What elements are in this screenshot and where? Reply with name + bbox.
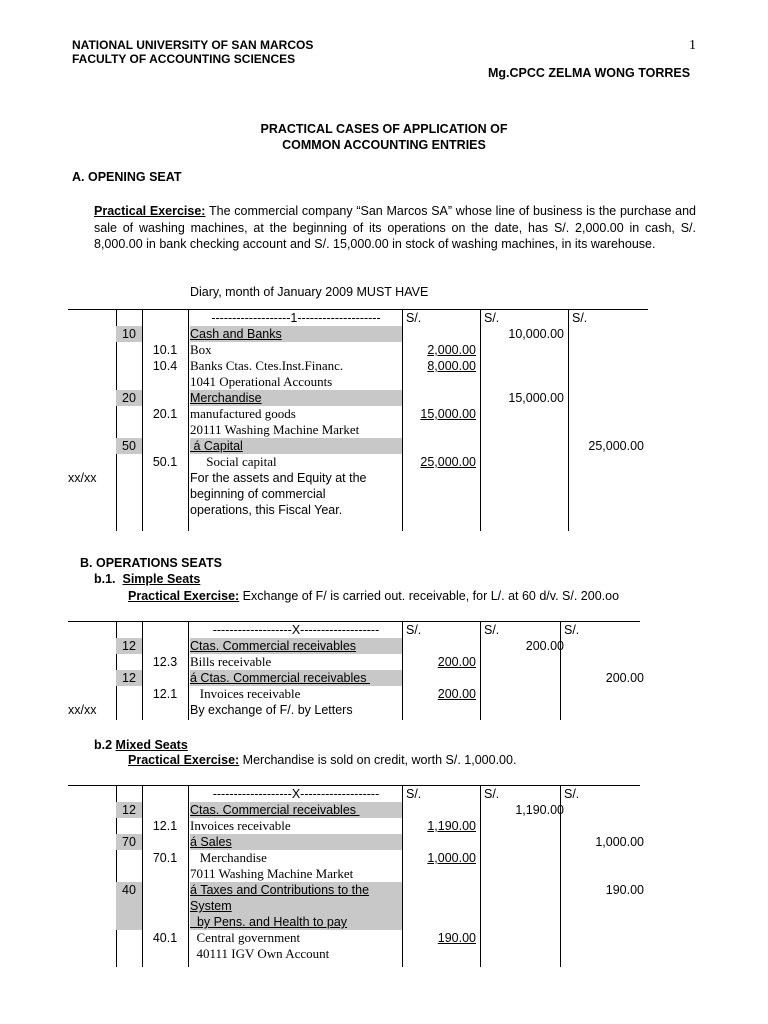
subaccount-code: 20.1 [152, 407, 178, 421]
account-description: beginning of commercial [190, 487, 326, 501]
account-description: Merchandise [190, 390, 402, 406]
entry-date [68, 486, 116, 502]
ledger-row [68, 438, 648, 454]
ledger-row [68, 898, 640, 914]
account-description: manufactured goods [190, 406, 296, 421]
subaccount-code [142, 866, 188, 882]
doc-title-line2: COMMON ACCOUNTING ENTRIES [282, 138, 486, 152]
account-description: Cash and Banks [190, 326, 402, 342]
debit-amount [480, 670, 564, 686]
account-description: 7011 Washing Machine Market [190, 866, 354, 881]
partial-amount [402, 502, 476, 518]
subaccount-code: 40.1 [152, 931, 178, 945]
credit-amount [568, 326, 644, 342]
entry-date [68, 438, 116, 454]
b2-exercise [128, 753, 516, 767]
debit-amount [480, 654, 564, 670]
partial-amount [402, 638, 476, 654]
ledger-header-row [68, 310, 648, 326]
credit-amount [568, 702, 644, 718]
partial-amount [402, 802, 476, 818]
credit-amount [568, 686, 644, 702]
partial-amount [402, 374, 476, 390]
debit-amount [480, 486, 564, 502]
exercise-label: Practical Exercise: [94, 204, 206, 218]
account-code: 20 [116, 390, 142, 406]
section-a-exercise [94, 203, 696, 253]
ledger-row [68, 834, 644, 850]
account-description: operations, this Fiscal Year. [190, 503, 343, 517]
credit-amount [568, 946, 644, 962]
account-description: á Ctas. Commercial receivables [190, 670, 402, 686]
mixed-seat-ledger [68, 785, 644, 967]
entry-date [68, 914, 116, 930]
debit-amount [480, 342, 564, 358]
author-name: Mg.CPCC ZELMA WONG TORRES [488, 66, 691, 80]
exercise-text: Exchange of F/ is carried out. receivable, for L/. at 60 d/v. S/. 200.oo [239, 589, 620, 603]
account-description: Merchandise [190, 850, 267, 865]
ledger-row [68, 930, 640, 946]
ledger-row [68, 686, 640, 702]
subaccount-code [142, 914, 188, 930]
ledger-row [68, 422, 648, 438]
entry-date [68, 638, 116, 654]
account-code [116, 946, 142, 962]
subaccount-code: 10.1 [152, 343, 178, 357]
subaccount-code [142, 502, 188, 518]
subaccount-code [142, 834, 188, 850]
debit-amount [480, 946, 564, 962]
ledger-header-col3: S/. [564, 787, 580, 801]
account-description: Box [190, 342, 212, 357]
section-a-heading: A. OPENING SEAT [72, 170, 182, 184]
account-description: By exchange of F/. by Letters [190, 703, 353, 717]
subaccount-code [142, 486, 188, 502]
subaccount-code [142, 390, 188, 406]
ledger-row [68, 670, 644, 686]
debit-amount [480, 502, 564, 518]
debit-amount [480, 374, 564, 390]
partial-amount [402, 422, 476, 438]
account-description: Social capital [190, 454, 277, 469]
entry-date [68, 866, 116, 882]
debit-amount: 200.00 [525, 639, 564, 653]
entry-date [68, 454, 116, 470]
partial-amount: 25,000.00 [420, 455, 476, 469]
b1-heading [94, 572, 200, 586]
partial-amount [402, 470, 476, 486]
debit-amount: 10,000.00 [508, 327, 564, 341]
ledger-row [68, 406, 648, 422]
ledger-header-desc: -------------------X------------------- [212, 787, 380, 801]
entry-date [68, 406, 116, 422]
subaccount-code: 12.3 [152, 655, 178, 669]
account-code [116, 486, 142, 502]
entry-date [68, 850, 116, 866]
subaccount-code [142, 898, 188, 914]
account-code [116, 818, 142, 834]
account-description: by Pens. and Health to pay [190, 914, 402, 930]
ledger-row [68, 486, 648, 502]
ledger-row [68, 470, 648, 486]
entry-date [68, 818, 116, 834]
debit-amount [480, 834, 564, 850]
b1-heading-title: Simple Seats [122, 572, 201, 586]
credit-amount [568, 654, 644, 670]
account-code [116, 470, 142, 486]
entry-date: xx/xx [68, 703, 97, 717]
partial-amount: 200.00 [437, 655, 476, 669]
account-description: Invoices receivable [190, 818, 291, 833]
subaccount-code: 50.1 [152, 455, 178, 469]
ledger-header-col1: S/. [406, 311, 422, 325]
faculty-name: FACULTY OF ACCOUNTING SCIENCES [72, 52, 296, 66]
account-description: Ctas. Commercial receivables [190, 638, 402, 654]
ledger-row [68, 702, 640, 718]
ledger-row [68, 374, 648, 390]
ledger-row [68, 502, 648, 518]
subaccount-code: 10.4 [152, 359, 178, 373]
credit-amount: 1,000.00 [595, 835, 644, 849]
b2-heading [94, 738, 188, 752]
b1-exercise [128, 589, 619, 603]
entry-date [68, 670, 116, 686]
ledger-header-row [68, 622, 640, 638]
account-code [116, 914, 142, 930]
account-code: 12 [116, 638, 142, 654]
ledger-row [68, 638, 640, 654]
b1-heading-num: b.1. [94, 572, 116, 586]
exercise-text: Merchandise is sold on credit, worth S/. 1,000.00. [239, 753, 517, 767]
subaccount-code [142, 670, 188, 686]
entry-date [68, 834, 116, 850]
debit-amount [480, 438, 564, 454]
ledger-row [68, 882, 644, 898]
subaccount-code [142, 802, 188, 818]
account-code [116, 898, 142, 914]
debit-amount [480, 866, 564, 882]
simple-seat-ledger [68, 621, 644, 720]
partial-amount [402, 326, 476, 342]
account-code [116, 358, 142, 374]
exercise-text: The commercial company “San Marcos SA” whose line of business is the purchase and sale of washing machines, at the beginning of its operations on the date, has S/. 2,000.00 in cash, S/. 8,000.00 in bank checking account and S/. 15,000.00 in stock of washing machines, in its warehouse. [94, 204, 696, 251]
debit-amount [480, 702, 564, 718]
account-description: 20111 Washing Machine Market [190, 422, 360, 437]
entry-date [68, 654, 116, 670]
entry-date: xx/xx [68, 471, 97, 485]
account-code [116, 454, 142, 470]
credit-amount [568, 486, 644, 502]
account-code: 10 [116, 326, 142, 342]
entry-date [68, 358, 116, 374]
partial-amount [402, 898, 476, 914]
subaccount-code: 70.1 [152, 851, 178, 865]
ledger-row [68, 654, 640, 670]
credit-amount [568, 898, 644, 914]
debit-amount [480, 358, 564, 374]
exercise-label: Practical Exercise: [128, 589, 240, 603]
entry-date [68, 930, 116, 946]
subaccount-code [142, 702, 188, 718]
account-code: 40 [116, 882, 142, 898]
credit-amount [568, 914, 644, 930]
debit-amount [480, 930, 564, 946]
subaccount-code [142, 470, 188, 486]
debit-amount [480, 454, 564, 470]
partial-amount [402, 390, 476, 406]
partial-amount [402, 670, 476, 686]
credit-amount: 200.00 [605, 671, 644, 685]
partial-amount [402, 866, 476, 882]
credit-amount [568, 390, 644, 406]
ledger-row [68, 818, 640, 834]
debit-amount [480, 422, 564, 438]
b2-heading-num: b.2 [94, 738, 113, 752]
account-description: á Sales [190, 834, 402, 850]
credit-amount [568, 342, 644, 358]
account-description: System [190, 898, 402, 914]
credit-amount [568, 374, 644, 390]
credit-amount [568, 454, 644, 470]
b2-heading-title: Mixed Seats [115, 738, 188, 752]
credit-amount [568, 818, 644, 834]
credit-amount: 25,000.00 [588, 439, 644, 453]
entry-date [68, 342, 116, 358]
ledger-row [68, 342, 648, 358]
ledger-header-col2: S/. [484, 787, 500, 801]
account-code [116, 686, 142, 702]
page-number: 1 [689, 38, 696, 53]
credit-amount [568, 502, 644, 518]
debit-amount [480, 882, 564, 898]
doc-title-line1: PRACTICAL CASES OF APPLICATION OF [260, 122, 508, 136]
account-code [116, 502, 142, 518]
entry-date [68, 802, 116, 818]
ledger-row [68, 326, 648, 342]
account-code [116, 850, 142, 866]
ledger-header-col3: S/. [564, 623, 580, 637]
section-b-heading: B. OPERATIONS SEATS [80, 556, 222, 570]
entry-date [68, 686, 116, 702]
credit-amount [568, 930, 644, 946]
partial-amount: 15,000.00 [420, 407, 476, 421]
account-code: 70 [116, 834, 142, 850]
ledger-row [68, 866, 640, 882]
account-description: Banks Ctas. Ctes.Inst.Financ. [190, 358, 344, 373]
partial-amount [402, 702, 476, 718]
credit-amount [568, 638, 644, 654]
debit-amount [480, 470, 564, 486]
subaccount-code [142, 882, 188, 898]
partial-amount: 190.00 [437, 931, 476, 945]
partial-amount: 2,000.00 [427, 343, 476, 357]
subaccount-code [142, 946, 188, 962]
subaccount-code [142, 438, 188, 454]
ledger-header-col1: S/. [406, 787, 422, 801]
ledger-row [68, 850, 640, 866]
entry-date [68, 326, 116, 342]
account-description: á Capital [190, 438, 402, 454]
subaccount-code [142, 422, 188, 438]
debit-amount [480, 850, 564, 866]
subaccount-code: 12.1 [152, 687, 178, 701]
account-code [116, 406, 142, 422]
debit-amount: 1,190.00 [515, 803, 564, 817]
opening-seat-ledger [68, 309, 648, 531]
account-description: 1041 Operational Accounts [190, 374, 333, 389]
credit-amount [568, 802, 644, 818]
entry-date [68, 898, 116, 914]
credit-amount [568, 866, 644, 882]
entry-date [68, 502, 116, 518]
debit-amount [480, 914, 564, 930]
account-description: á Taxes and Contributions to the [190, 882, 402, 898]
credit-amount [568, 422, 644, 438]
entry-date [68, 422, 116, 438]
partial-amount: 1,190.00 [427, 819, 476, 833]
ledger-header-col1: S/. [406, 623, 422, 637]
entry-date [68, 882, 116, 898]
debit-amount [480, 686, 564, 702]
entry-date [68, 374, 116, 390]
ledger-row [68, 802, 640, 818]
partial-amount: 200.00 [437, 687, 476, 701]
ledger-header-row [68, 786, 640, 802]
debit-amount [480, 898, 564, 914]
ledger-header-desc: -------------------X------------------- [212, 623, 380, 637]
ledger-header-col3: S/. [572, 311, 588, 325]
ledger-row [68, 454, 648, 470]
account-code [116, 654, 142, 670]
exercise-label: Practical Exercise: [128, 753, 240, 767]
partial-amount [402, 946, 476, 962]
account-code [116, 422, 142, 438]
credit-amount [568, 470, 644, 486]
account-code: 12 [116, 802, 142, 818]
account-description: Ctas. Commercial receivables [190, 802, 402, 818]
ledger-row [68, 946, 640, 962]
entry-date [68, 946, 116, 962]
account-code: 50 [116, 438, 142, 454]
account-code: 12 [116, 670, 142, 686]
university-name: NATIONAL UNIVERSITY OF SAN MARCOS [72, 38, 314, 52]
ledger-row [68, 914, 640, 930]
subaccount-code [142, 374, 188, 390]
partial-amount [402, 914, 476, 930]
account-code [116, 930, 142, 946]
diary-caption: Diary, month of January 2009 MUST HAVE [190, 285, 429, 299]
ledger-header-desc: -------------------1-------------------- [211, 311, 381, 325]
credit-amount [568, 850, 644, 866]
ledger-header-col2: S/. [484, 623, 500, 637]
ledger-row [68, 390, 648, 406]
subaccount-code [142, 638, 188, 654]
account-description: Invoices receivable [190, 686, 301, 701]
account-description: Bills receivable [190, 654, 272, 669]
partial-amount: 8,000.00 [427, 359, 476, 373]
entry-date [68, 390, 116, 406]
account-description: Central government [190, 930, 301, 945]
debit-amount: 15,000.00 [508, 391, 564, 405]
account-code [116, 374, 142, 390]
subaccount-code: 12.1 [152, 819, 178, 833]
ledger-header-col2: S/. [484, 311, 500, 325]
debit-amount [480, 406, 564, 422]
partial-amount [402, 834, 476, 850]
partial-amount [402, 438, 476, 454]
partial-amount: 1,000.00 [427, 851, 476, 865]
credit-amount: 190.00 [605, 883, 644, 897]
debit-amount [480, 818, 564, 834]
credit-amount [568, 358, 644, 374]
account-code [116, 702, 142, 718]
account-code [116, 342, 142, 358]
account-code [116, 866, 142, 882]
account-description: For the assets and Equity at the [190, 471, 367, 485]
partial-amount [402, 486, 476, 502]
subaccount-code [142, 326, 188, 342]
credit-amount [568, 406, 644, 422]
partial-amount [402, 882, 476, 898]
ledger-row [68, 358, 648, 374]
account-description: 40111 IGV Own Account [190, 946, 330, 961]
